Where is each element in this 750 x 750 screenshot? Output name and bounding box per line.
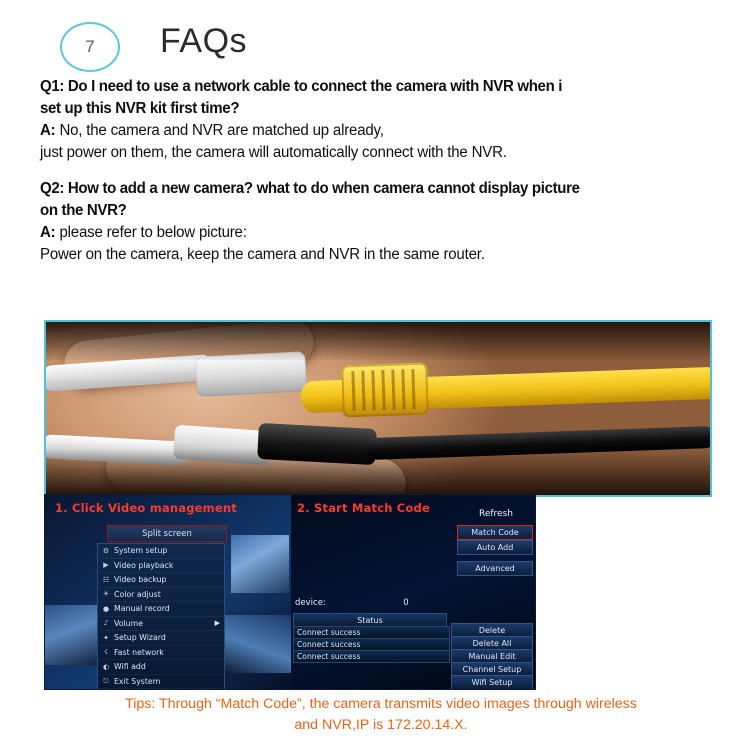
table-row[interactable]: Connect success	[293, 626, 450, 639]
menu-item-fast-network[interactable]	[98, 646, 224, 661]
menu-item-label: Setup Wizard	[114, 633, 166, 643]
playback-icon: ▶	[103, 561, 109, 570]
q2-line2: on the NVR?	[40, 202, 127, 219]
tips-line2: and NVR,IP is 172.20.14.X.	[294, 716, 468, 733]
device-label-text: device:	[295, 598, 326, 608]
a1-line1	[40, 120, 698, 142]
q1-line2: set up this NVR kit first time?	[40, 100, 240, 117]
a1-label: A:	[40, 122, 56, 139]
photo-shadow-top	[46, 322, 710, 360]
wifi-icon: ◐	[102, 662, 110, 671]
menu-item-exit-system[interactable]	[98, 675, 224, 690]
menu-item-volume[interactable]	[98, 617, 224, 632]
nvr-ui-left-panel	[45, 495, 291, 689]
advanced-button[interactable]: Advanced	[457, 561, 533, 576]
photo-shadow-bottom	[46, 449, 710, 495]
a2-line2: Power on the camera, keep the camera and NVR in the same router.	[40, 246, 485, 263]
page-title: FAQs	[160, 22, 248, 60]
auto-add-button[interactable]: Auto Add	[457, 540, 533, 555]
menu-item-label: Exit System	[114, 676, 161, 686]
table-row[interactable]: Connect success	[293, 650, 450, 663]
section-number-badge: 7	[60, 22, 120, 72]
a2-line1	[40, 222, 698, 244]
rj45-plug	[341, 363, 429, 418]
menu-item-label: Volume	[114, 618, 143, 628]
nvr-ui-screenshot	[44, 494, 536, 690]
menu-item-label: Manual record	[114, 604, 170, 614]
menu-item-manual-record[interactable]	[98, 602, 224, 617]
page-header	[0, 10, 750, 70]
menu-item-setup-wizard[interactable]	[98, 631, 224, 646]
nvr-context-menu[interactable]	[97, 543, 225, 690]
backup-icon: ☷	[102, 575, 110, 584]
device-count-value: 0	[403, 598, 409, 608]
wifi-setup-button[interactable]: Wifi Setup	[451, 675, 533, 690]
nvr-ui-right-panel	[291, 495, 535, 689]
tips-line1: Tips: Through “Match Code”, the camera transmits video images through wireless	[125, 696, 637, 712]
refresh-label[interactable]: Refresh	[479, 509, 513, 519]
faq-body	[40, 76, 718, 266]
q2-line1: Q2: How to add a new camera? what to do when camera cannot display picture	[40, 180, 580, 197]
network-icon: ☇	[103, 648, 108, 657]
match-code-button[interactable]: Match Code	[457, 525, 533, 540]
left-panel-caption: 1. Click Video management	[55, 501, 237, 515]
device-count-label	[295, 598, 409, 608]
menu-item-system-setup[interactable]	[98, 544, 224, 559]
menu-item-label: Color adjust	[114, 589, 161, 599]
volume-icon: ♪	[103, 619, 109, 628]
menu-item-color-adjust[interactable]	[98, 588, 224, 603]
delete-button[interactable]: Delete	[451, 623, 533, 638]
exit-icon: ⎋	[103, 676, 109, 685]
menu-item-wifi-add[interactable]	[98, 660, 224, 675]
record-icon: ●	[102, 604, 110, 613]
menu-item-label: Video backup	[114, 575, 167, 585]
delete-all-button[interactable]: Delete All	[451, 636, 533, 651]
split-screen-button[interactable]: Split screen	[107, 525, 227, 542]
connector-photo	[44, 320, 712, 497]
menu-item-label: Fast network	[114, 647, 164, 657]
camera-thumbnail	[231, 535, 289, 593]
status-column-header: Status	[293, 613, 447, 627]
camera-thumbnail	[45, 605, 97, 665]
wizard-icon: ✦	[103, 633, 109, 642]
q1-line1: Q1: Do I need to use a network cable to connect the camera with NVR when i	[40, 78, 563, 95]
a1-text: No, the camera and NVR are matched up already,	[59, 122, 384, 139]
camera-thumbnail	[223, 615, 291, 673]
menu-item-label: Wifi add	[114, 662, 146, 672]
a2-text: please refer to below picture:	[59, 224, 247, 241]
chevron-right-icon: ▶	[214, 619, 220, 628]
color-icon: ☀	[102, 590, 110, 599]
gear-icon: ⚙	[102, 546, 110, 555]
a2-label: A:	[40, 224, 56, 241]
a1-line2: just power on them, the camera will automatically connect with the NVR.	[40, 144, 507, 161]
right-panel-caption: 2. Start Match Code	[297, 501, 430, 515]
tips-text	[36, 694, 726, 735]
channel-setup-button[interactable]: Channel Setup	[451, 662, 533, 677]
menu-item-video-backup[interactable]	[98, 573, 224, 588]
manual-edit-button[interactable]: Manual Edit	[451, 649, 533, 664]
menu-item-label: Video playback	[114, 560, 174, 570]
menu-item-video-playback[interactable]	[98, 559, 224, 574]
menu-item-label: System setup	[114, 546, 168, 556]
table-row[interactable]: Connect success	[293, 638, 450, 651]
